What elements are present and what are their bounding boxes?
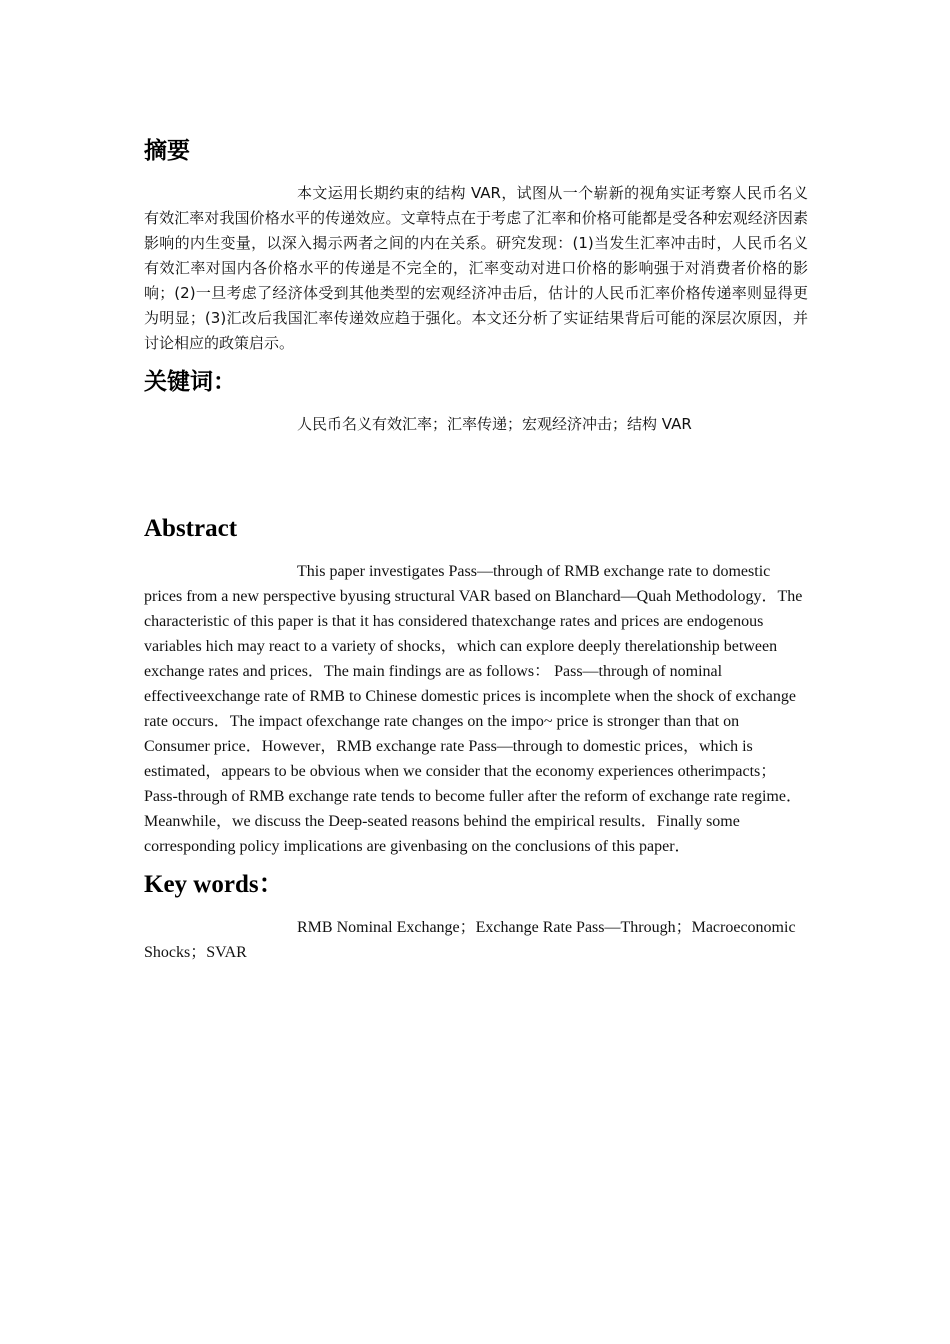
abstract-en-section — [144, 513, 808, 859]
abstract-cn-section — [144, 135, 808, 356]
keywords-cn-section — [144, 366, 808, 437]
page-content — [144, 135, 808, 965]
abstract-cn-body: 本文运用长期约束的结构 VAR，试图从一个崭新的视角实证考察人民币名义有效汇率对我国价格水平的传递效应。文章特点在于考虑了汇率和价格可能都是受各种宏观经济因素影响的内生变量，以深入揭示两者之间的内在关系。研究发现：(1)当发生汇率冲击时，人民币名义有效汇率对国内各价格水平的传递是不完全的，汇率变动对进口价格的影响强于对消费者价格的影响；(2)一旦考虑了经济体受到其他类型的宏观经济冲击后，估计的人民币汇率价格传递率则显得更为明显；(3)汇改后我国汇率传递效应趋于强化。本文还分析了实证结果背后可能的深层次原因，并讨论相应的政策启示。 — [144, 184, 808, 352]
keywords-en-body: RMB Nominal Exchange；Exchange Rate Pass—Through；Macroeconomic Shocks；SVAR — [144, 919, 796, 961]
keywords-cn-heading: 关键词： — [144, 369, 236, 395]
keywords-en-heading: Key words： — [144, 871, 284, 898]
abstract-en-heading: Abstract — [144, 515, 238, 542]
abstract-cn-heading: 摘要 — [144, 138, 190, 164]
keywords-en-section — [144, 869, 808, 965]
abstract-en-body: This paper investigates Pass—through of RMB exchange rate to domestic prices from a new perspective byusing structural VAR based on Blanchard—Quah Methodology．The characteristic of this paper is that it has considered thatexchange rates and prices are endogenous variables hich may react to a variety of shocks，which can explore deeply therelationship between exchange rates and prices．The main findings are as follows： Pass—through of nominal effectiveexchange rate of RMB to Chinese domestic prices is incomplete when the shock of exchange rate occurs．The impact ofexchange rate changes on the impo~ price is stronger than that on Consumer price．However，RMB exchange rate Pass—through to domestic prices，which is estimated，appears to be obvious when we consider that the economy experiences otherimpacts；Pass-through of RMB exchange rate tends to become fuller after the reform of exchange rate regime．Meanwhile，we discuss the Deep-seated reasons behind the empirical results．Finally some corresponding policy implications are givenbasing on the conclusions of this paper． — [144, 563, 803, 855]
keywords-cn-body: 人民币名义有效汇率；汇率传递；宏观经济冲击；结构 VAR — [297, 415, 692, 433]
